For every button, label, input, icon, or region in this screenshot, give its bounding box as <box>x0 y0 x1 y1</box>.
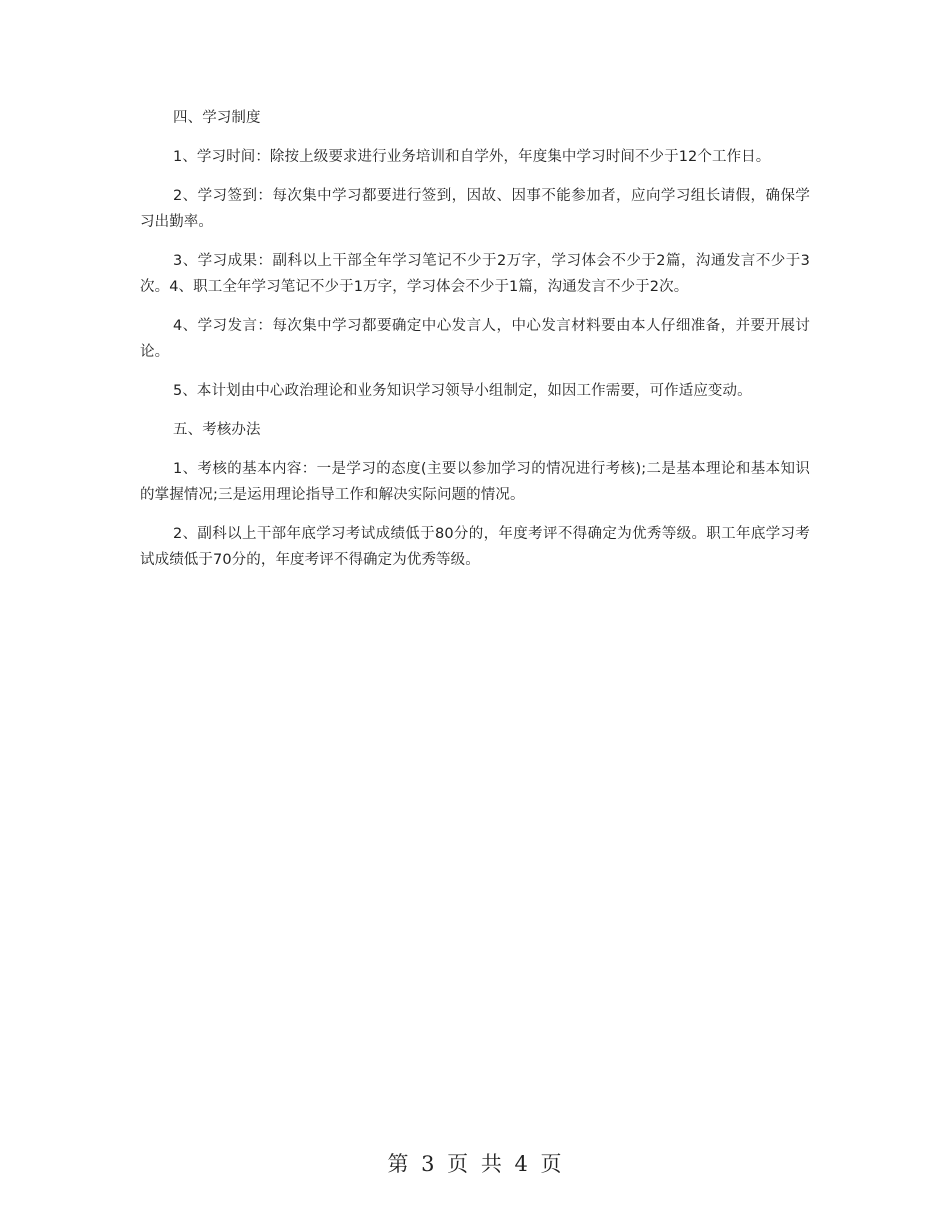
document-body <box>140 105 810 586</box>
paragraph-study-results: 3、学习成果：副科以上干部全年学习笔记不少于2万字，学习体会不少于2篇，沟通发言不少于3次。4、职工全年学习笔记不少于1万字，学习体会不少于1篇，沟通发言不少于2次。 <box>140 253 810 295</box>
page-number-footer: 第 3 页 共 4 页 <box>387 1152 563 1176</box>
paragraph-study-time: 1、学习时间：除按上级要求进行业务培训和自学外，年度集中学习时间不少于12个工作日。 <box>173 149 771 165</box>
paragraph-study-sign-in: 2、学习签到：每次集中学习都要进行签到，因故、因事不能参加者，应向学习组长请假，确保学习出勤率。 <box>140 188 810 230</box>
section-heading-assessment: 五、考核办法 <box>173 422 261 438</box>
paragraph-assessment-score: 2、副科以上干部年底学习考试成绩低于80分的，年度考评不得确定为优秀等级。职工年底学习考试成绩低于70分的，年度考评不得确定为优秀等级。 <box>140 526 810 568</box>
paragraph-assessment-content: 1、考核的基本内容：一是学习的态度(主要以参加学习的情况进行考核);二是基本理论和基本知识的掌握情况;三是运用理论指导工作和解决实际问题的情况。 <box>140 461 810 503</box>
paragraph-plan-note: 5、本计划由中心政治理论和业务知识学习领导小组制定，如因工作需要，可作适应变动。 <box>173 383 752 399</box>
section-heading-study-system: 四、学习制度 <box>173 110 261 126</box>
paragraph-study-speech: 4、学习发言：每次集中学习都要确定中心发言人，中心发言材料要由本人仔细准备，并要开展讨论。 <box>140 318 810 360</box>
